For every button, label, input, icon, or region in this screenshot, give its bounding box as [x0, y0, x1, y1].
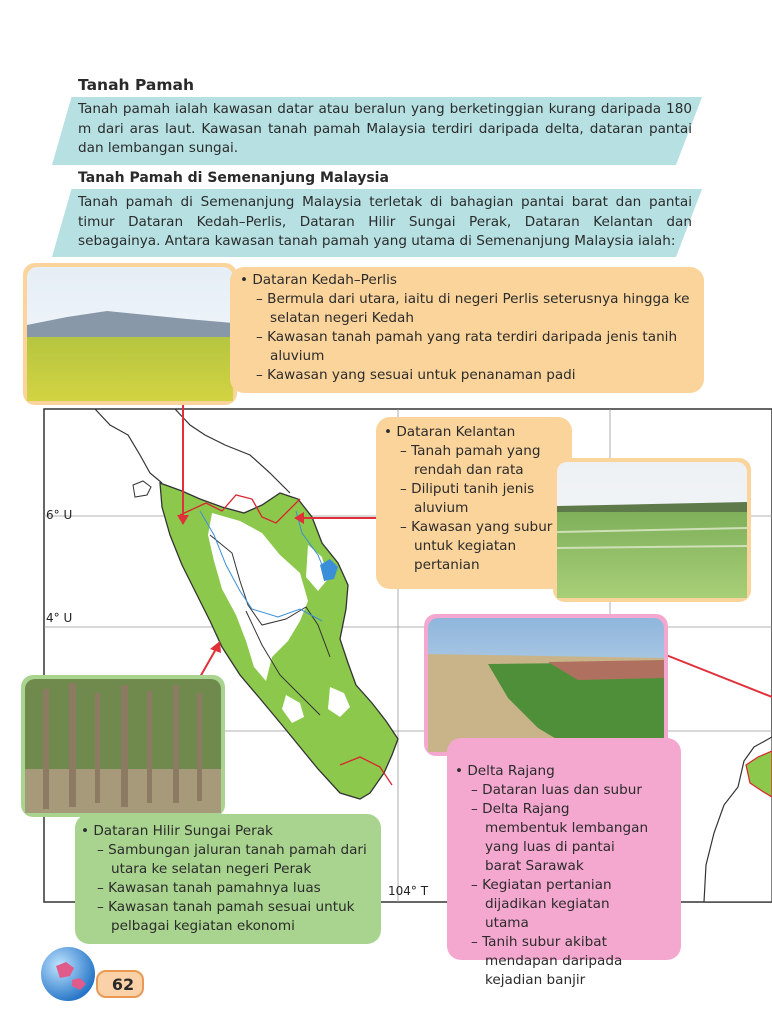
lat-label-6: 6° U: [46, 508, 73, 522]
subsection-text: Tanah pamah di Semenanjung Malaysia terletak di bahagian pantai barat dan pantai timur Dataran Kedah–Perlis, Dataran Hilir Sungai Perak, Dataran Kelantan dan sebagainya. Antara kawasan tanah pamah yang utama di Semenanjung Malaysia ialah:: [78, 194, 692, 249]
globe-icon: [38, 944, 98, 1004]
kedah-point-3: – Kawasan yang sesuai untuk penanaman padi: [256, 367, 576, 383]
rajang-title: • Delta Rajang: [455, 763, 555, 779]
lat-label-4: 4° U: [46, 611, 73, 625]
kelantan-photo: [557, 462, 747, 598]
rajang-photo-frame: [424, 614, 668, 756]
rajang-info-box: [447, 738, 681, 988]
kedah-photo-frame: [23, 263, 237, 405]
rajang-photo: [428, 618, 664, 752]
subsection-title: Tanah Pamah di Semenanjung Malaysia: [78, 170, 389, 186]
section-title: Tanah Pamah: [78, 76, 195, 94]
kelantan-info-box: [376, 417, 572, 589]
rajang-point-3: – Kegiatan pertanian dijadikan kegiatan utama: [471, 877, 612, 931]
kelantan-point-2: – Diliputi tanih jenis aluvium: [400, 481, 535, 516]
perak-point-1: – Sambungan jaluran tanah pamah dari utara ke selatan negeri Perak: [97, 842, 367, 877]
kedah-title: • Dataran Kedah–Perlis: [240, 272, 397, 288]
lon-label-104: 104° T: [388, 884, 429, 898]
page-number: 62: [96, 970, 144, 998]
rajang-point-1: – Dataran luas dan subur: [471, 782, 642, 798]
perak-point-2: – Kawasan tanah pamahnya luas: [97, 880, 321, 896]
intro-text: Tanah pamah ialah kawasan datar atau beralun yang berketinggian kurang daripada 180 m dari aras laut. Kawasan tanah pamah Malaysia terdiri daripada delta, dataran pantai dan lembangan sungai.: [78, 101, 692, 156]
perak-photo-frame: [21, 675, 225, 817]
kedah-point-1: – Bermula dari utara, iaitu di negeri Perlis seterusnya hingga ke selatan negeri Kedah: [256, 291, 690, 326]
kedah-info-box: [230, 267, 704, 393]
perak-info-box: [75, 814, 381, 944]
kelantan-point-1: – Tanah pamah yang rendah dan rata: [400, 443, 541, 478]
kelantan-point-3: – Kawasan yang subur untuk kegiatan pertanian: [400, 519, 553, 573]
rajang-point-4: – Tanih subur akibat mendapan daripada kejadian banjir: [471, 934, 623, 988]
kedah-photo: [27, 267, 237, 405]
kelantan-title: • Dataran Kelantan: [384, 424, 516, 440]
kedah-point-2: – Kawasan tanah pamah yang rata terdiri daripada jenis tanih aluvium: [256, 329, 678, 364]
rajang-point-2: – Delta Rajang membentuk lembangan yang luas di pantai barat Sarawak: [471, 801, 649, 874]
kelantan-photo-frame: [553, 458, 751, 602]
perak-point-3: – Kawasan tanah pamah sesuai untuk pelbagai kegiatan ekonomi: [97, 899, 355, 934]
perak-photo: [25, 679, 221, 813]
perak-title: • Dataran Hilir Sungai Perak: [81, 823, 273, 839]
